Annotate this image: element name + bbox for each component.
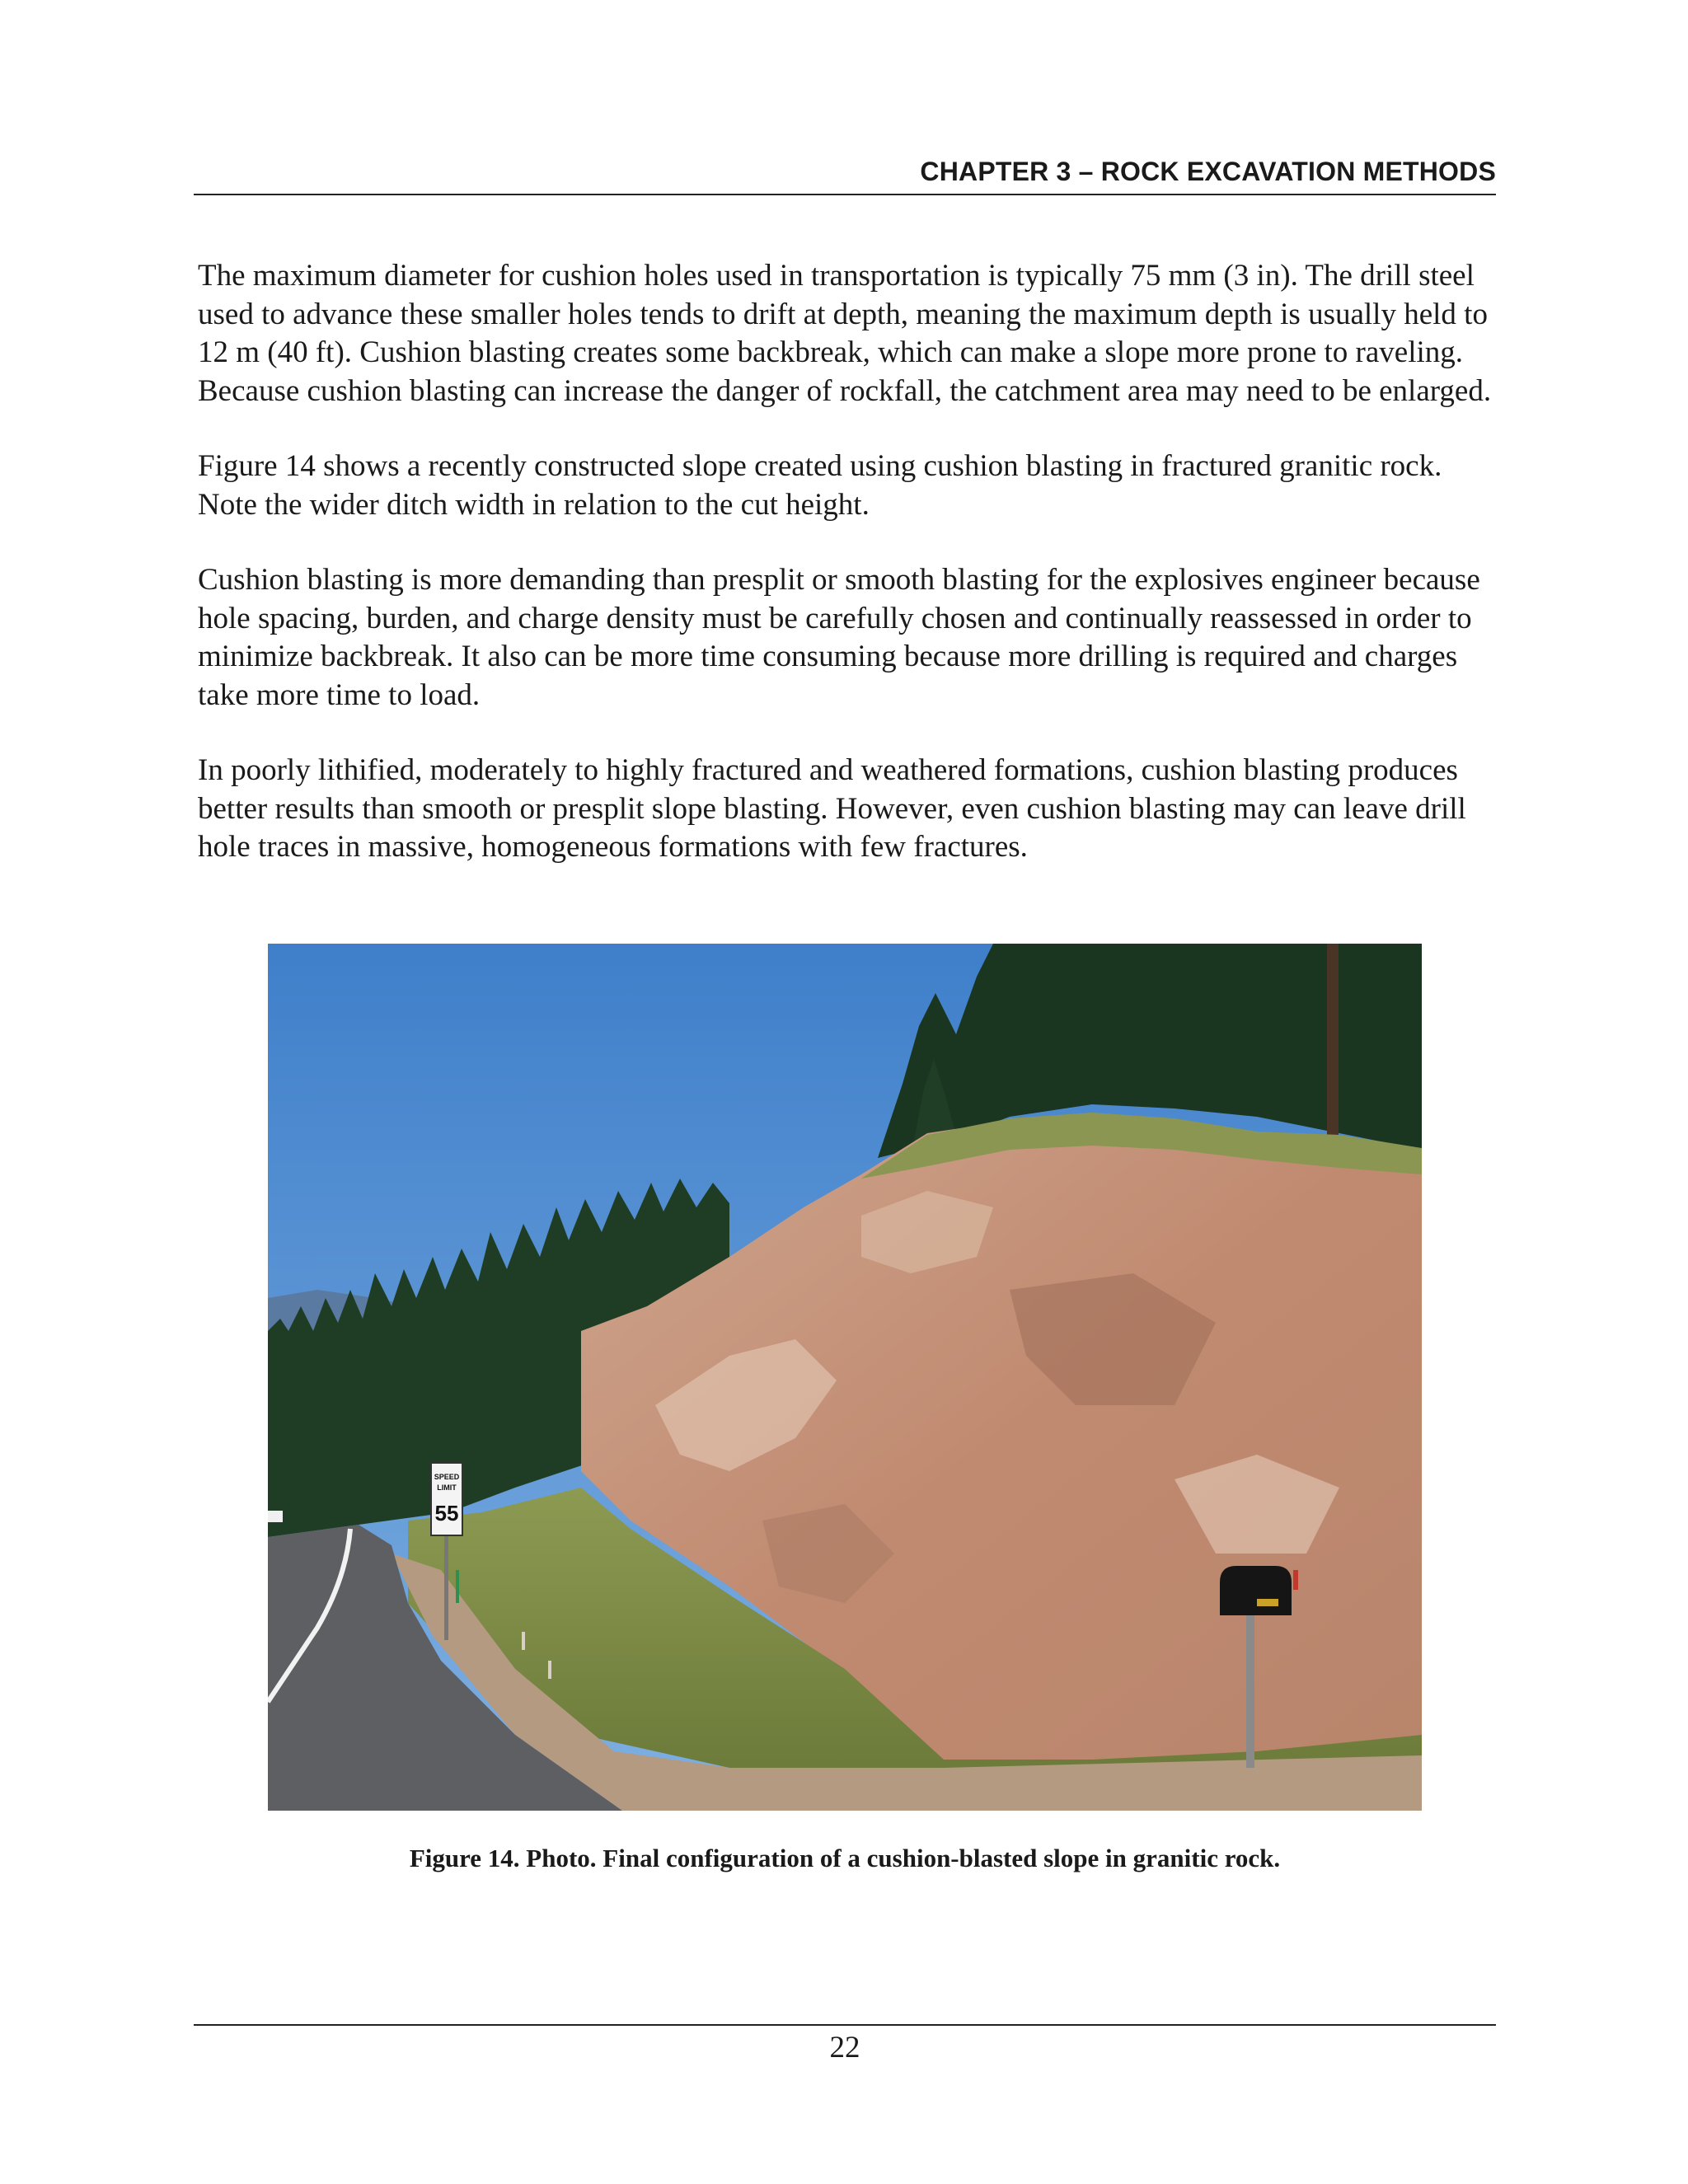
sign-label-top: SPEED xyxy=(434,1473,460,1481)
sign-value: 55 xyxy=(434,1501,459,1526)
mailbox-number-plate xyxy=(1257,1599,1278,1606)
figure-caption: Figure 14. Photo. Final configuration of a cushion-blasted slope in granitic rock. xyxy=(409,1844,1281,1872)
body-text xyxy=(198,257,1496,904)
page-number: 22 xyxy=(829,2031,860,2064)
paragraph-4: In poorly lithified, moderately to highly fractured and weathered formations, cushion blasting produces better results than smooth or presplit slope blasting. However, even cushion blasting may can leave drill hole traces in massive, homogeneous formations with few fractures. xyxy=(198,753,1466,864)
paragraph-1: The maximum diameter for cushion holes used in transportation is typically 75 mm (3 in). The drill steel used to advance these smaller holes tends to drift at depth, meaning the maximum depth is usually held to 12 m (40 ft). Cushion blasting creates some backbreak, which can make a slope more prone to raveling. Because cushion blasting can increase the danger of rockfall, the catchment area may need to be enlarged. xyxy=(198,259,1492,408)
survey-stake xyxy=(522,1632,525,1650)
paragraph-3: Cushion blasting is more demanding than presplit or smooth blasting for the explosives engineer because hole spacing, burden, and charge density must be carefully chosen and continually reassessed in order to minimize backbreak. It also can be more time consuming because more drilling is required and charges take more time to load. xyxy=(198,563,1480,712)
paragraph-2: Figure 14 shows a recently constructed slope created using cushion blasting in fractured granitic rock. Note the wider ditch width in relation to the cut height. xyxy=(198,449,1442,522)
figure-photo xyxy=(268,944,1422,1811)
sign-label-mid: LIMIT xyxy=(437,1483,457,1492)
distant-vehicle xyxy=(268,1511,283,1522)
footer-rule xyxy=(194,2024,1496,2026)
header-rule xyxy=(194,194,1496,195)
mailbox-flag xyxy=(1293,1570,1298,1590)
sign-post xyxy=(444,1533,448,1640)
mailbox-post xyxy=(1246,1611,1254,1768)
survey-stake xyxy=(548,1661,551,1679)
running-header: CHAPTER 3 – ROCK EXCAVATION METHODS xyxy=(920,157,1496,186)
mailbox xyxy=(1220,1566,1292,1615)
survey-stake xyxy=(456,1570,459,1603)
